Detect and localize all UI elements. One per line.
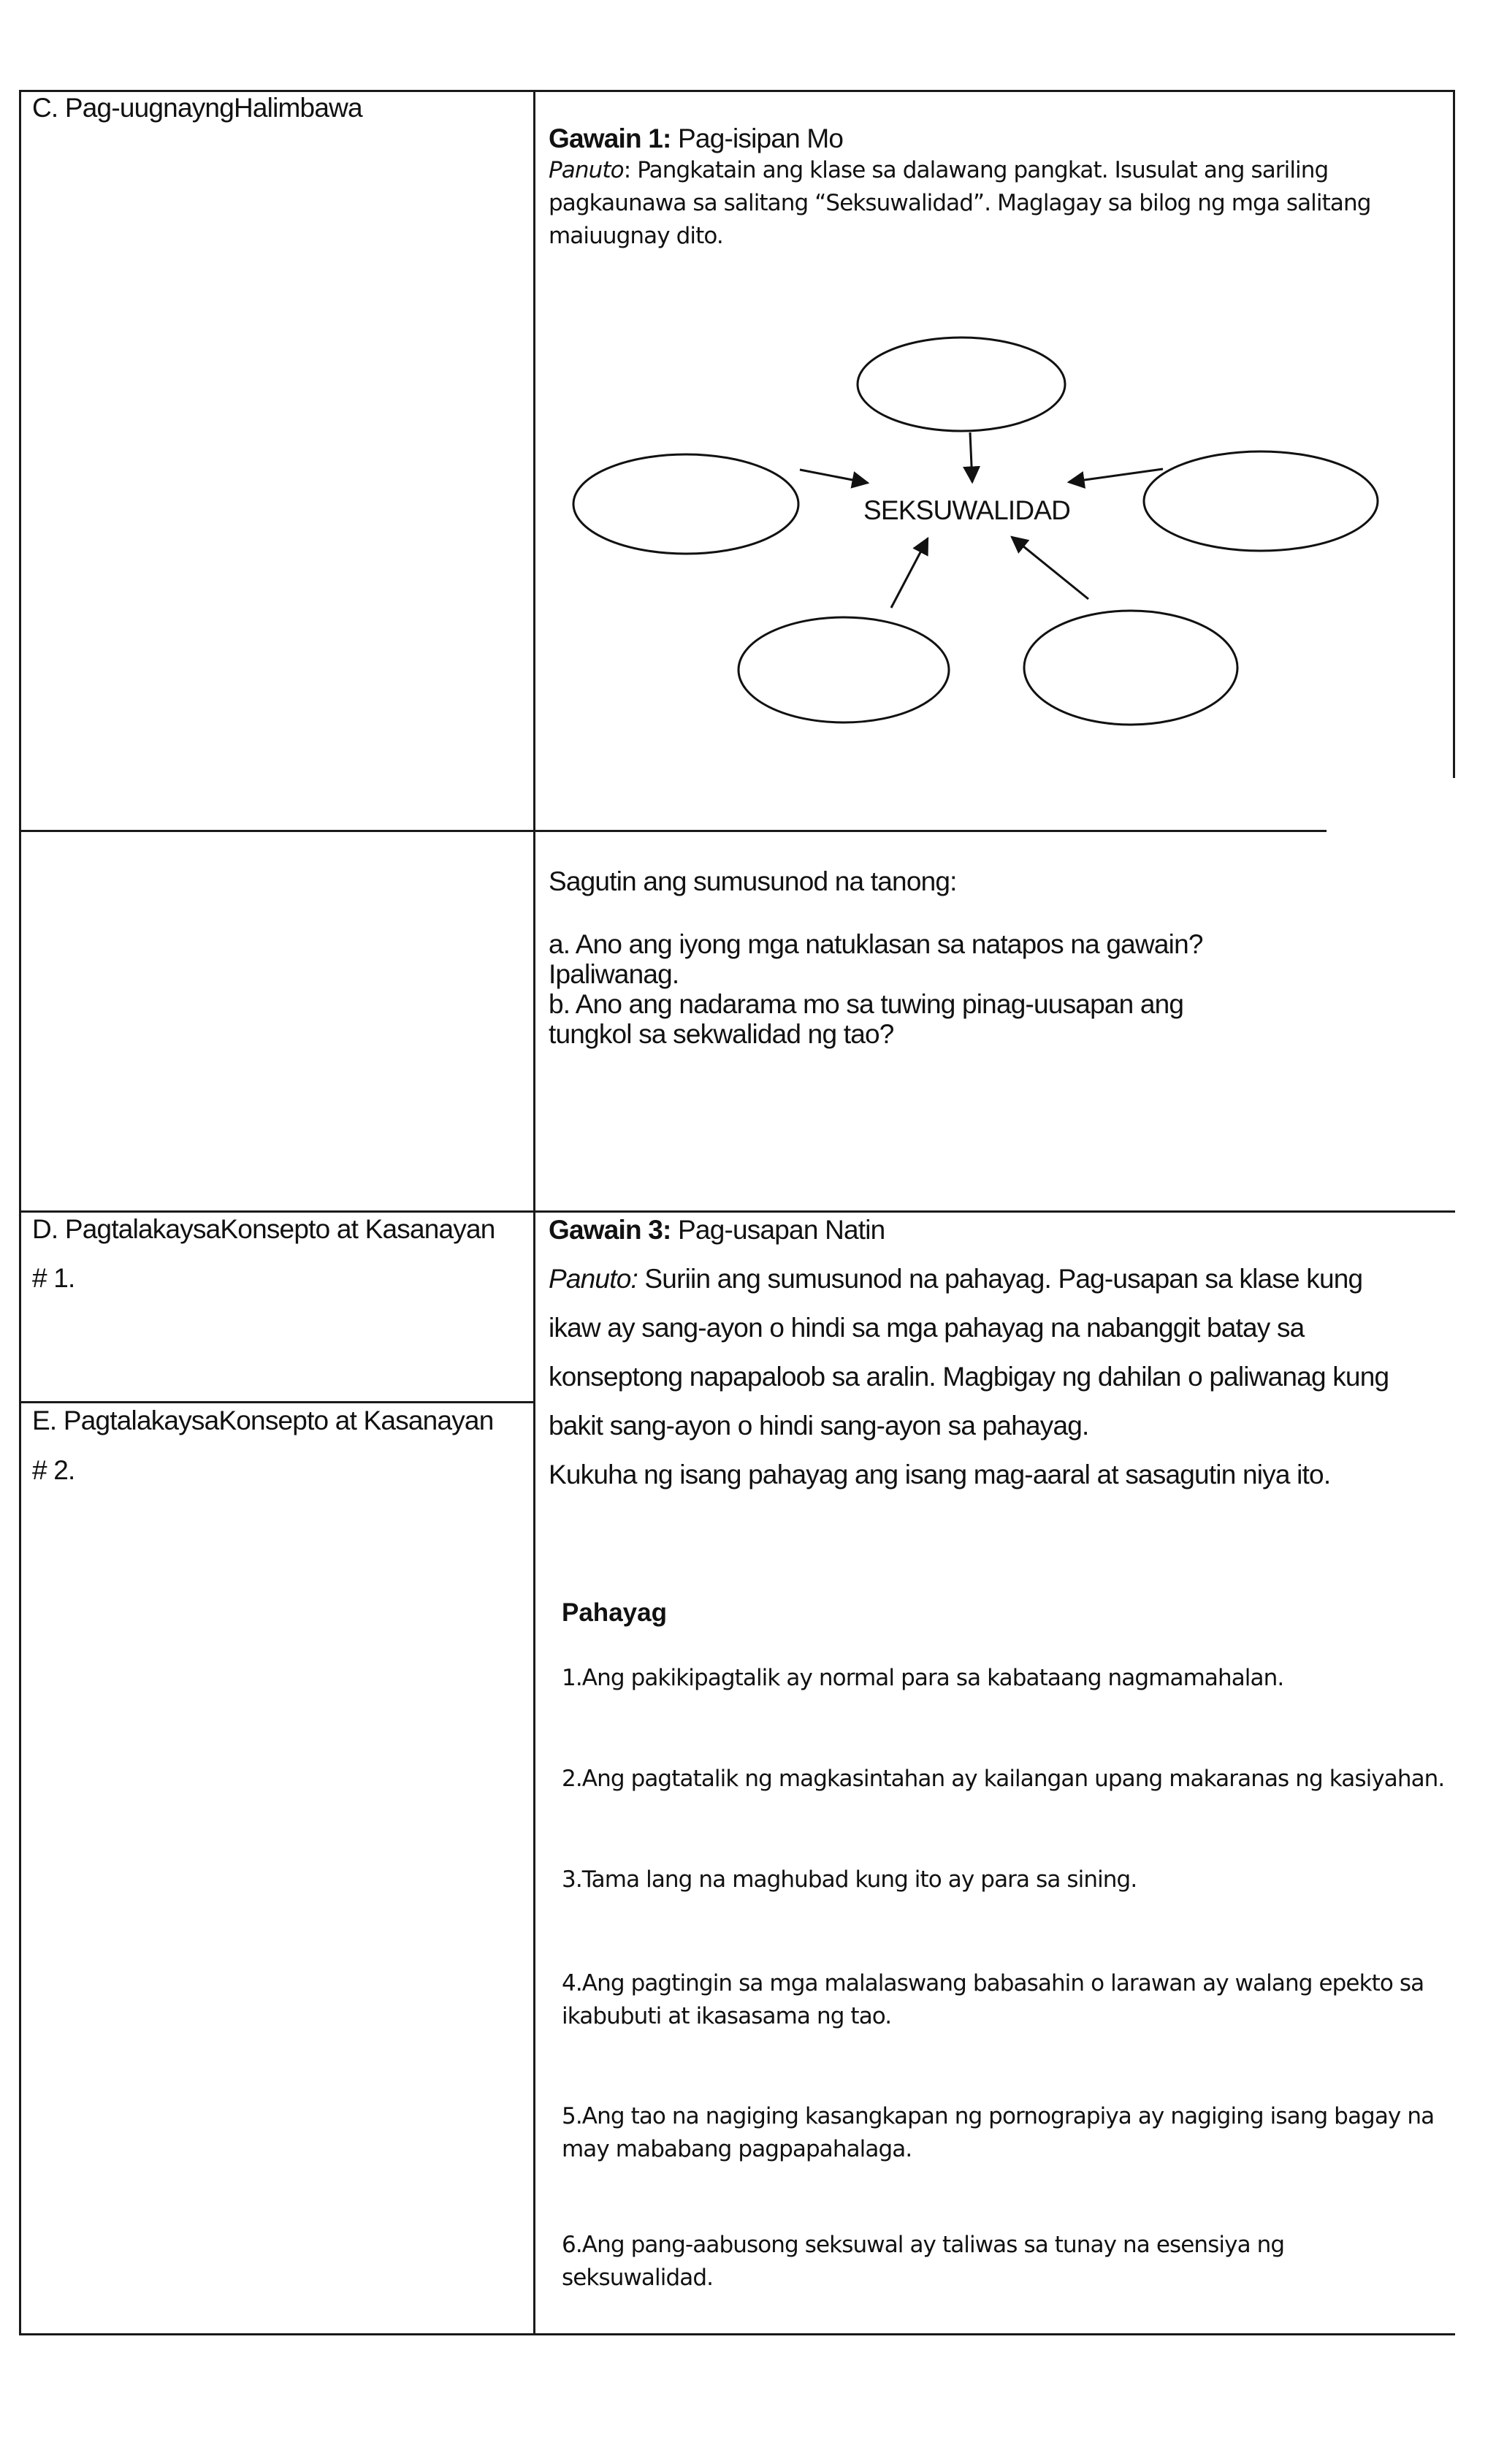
gawain3-line-3: konseptong napapaloob sa aralin. Magbigay ng dahilan o paliwanag kung (549, 1362, 1389, 1392)
bubble-right (1144, 451, 1378, 551)
pahayag-heading: Pahayag (562, 1598, 667, 1627)
bubble-top (858, 337, 1065, 431)
arrow-bottom-right (1012, 537, 1088, 599)
row-d-label: D. PagtalakaysaKonsepto at Kasanayan (32, 1214, 495, 1244)
pahayag-item-5 (562, 2100, 1434, 2166)
pahayag-item-3 (562, 1864, 1137, 1896)
row-c-label: C. Pag-uugnayngHalimbawa (32, 93, 362, 123)
gawain1-title-bold: Gawain 1: (549, 123, 671, 153)
gawain3-line-1: Suriin ang sumusunod na pahayag. Pag-usapan sa klase kung (637, 1264, 1363, 1294)
pahayag-item-4-line-2: ikabubuti at ikasasama ng tao. (562, 2003, 892, 2029)
question-line-4: tungkol sa sekwalidad ng tao? (549, 1019, 894, 1049)
gawain3-title-bold: Gawain 3: (549, 1215, 671, 1245)
pahayag-item-6-line-1: 6.Ang pang-aabusong seksuwal ay taliwas sa tunay na esensiya ng (562, 2232, 1285, 2258)
gawain3-line-2: ikaw ay sang-ayon o hindi sa mga pahayag na nabanggit batay sa (549, 1313, 1305, 1343)
pahayag-item-6-line-2: seksuwalidad. (562, 2265, 714, 2291)
bubble-left (573, 454, 798, 554)
pahayag-item-2 (562, 1763, 1444, 1796)
gawain1-title-rest: Pag-isipan Mo (671, 123, 844, 153)
bubble-bottom-left (739, 617, 949, 722)
pahayag-item-3-line-1: 3.Tama lang na maghubad kung ito ay para sa sining. (562, 1866, 1137, 1893)
questions-list (549, 929, 1203, 1049)
pahayag-item-5-line-2: may mababang pagpapahalaga. (562, 2136, 912, 2162)
gawain1-panuto-line-2: pagkaunawa sa salitang “Seksuwalidad”. Maglagay sa bilog ng mga salitang (549, 190, 1371, 216)
pahayag-item-1 (562, 1662, 1283, 1695)
pahayag-item-5-line-1: 5.Ang tao na nagiging kasangkapan ng pornograpiya ay nagiging isang bagay na (562, 2103, 1435, 2129)
gawain1-panuto-line-1: : Pangkatain ang klase sa dalawang pangkat. Isusulat ang sariling (623, 157, 1329, 183)
row-e-label: E. PagtalakaysaKonsepto at Kasanayan (32, 1405, 494, 1435)
gawain3-line-4: bakit sang-ayon o hindi sang-ayon sa pahayag. (549, 1411, 1089, 1441)
questions-intro: Sagutin ang sumusunod na tanong: (549, 866, 957, 896)
arrow-right (1069, 469, 1163, 482)
arrow-bottom-left (891, 538, 928, 608)
arrow-left (800, 470, 868, 483)
gawain3-block (549, 1205, 1389, 1499)
gawain1-panuto-line-3: maiuugnay dito. (549, 223, 723, 249)
arrow-top (970, 432, 972, 482)
question-line-1: a. Ano ang iyong mga natuklasan sa natapos na gawain? (549, 929, 1203, 959)
pahayag-item-2-line-1: 2.Ang pagtatalik ng magkasintahan ay kailangan upang makaranas ng kasiyahan. (562, 1766, 1445, 1792)
pahayag-item-4-line-1: 4.Ang pagtingin sa mga malalaswang babasahin o larawan ay walang epekto sa (562, 1970, 1424, 1996)
gawain3-panuto-label: Panuto: (549, 1264, 638, 1294)
concept-map-center-word: SEKSUWALIDAD (863, 495, 1071, 525)
row-e-number: # 2. (32, 1455, 75, 1485)
pahayag-item-6 (562, 2229, 1284, 2295)
bubble-bottom-right (1024, 611, 1237, 725)
pahayag-item-1-line-1: 1.Ang pakikipagtalik ay normal para sa kabataang nagmamahalan. (562, 1665, 1284, 1691)
question-line-2: Ipaliwanag. (549, 959, 679, 989)
question-line-3: b. Ano ang nadarama mo sa tuwing pinag-uusapan ang (549, 989, 1184, 1019)
gawain3-title-rest: Pag-usapan Natin (671, 1215, 885, 1245)
gawain3-line-5: Kukuha ng isang pahayag ang isang mag-aaral at sasagutin niya ito. (549, 1460, 1331, 1490)
gawain1-panuto-label: Panuto (549, 157, 624, 183)
row-d-number: # 1. (32, 1263, 75, 1293)
pahayag-item-4 (562, 1967, 1424, 2033)
